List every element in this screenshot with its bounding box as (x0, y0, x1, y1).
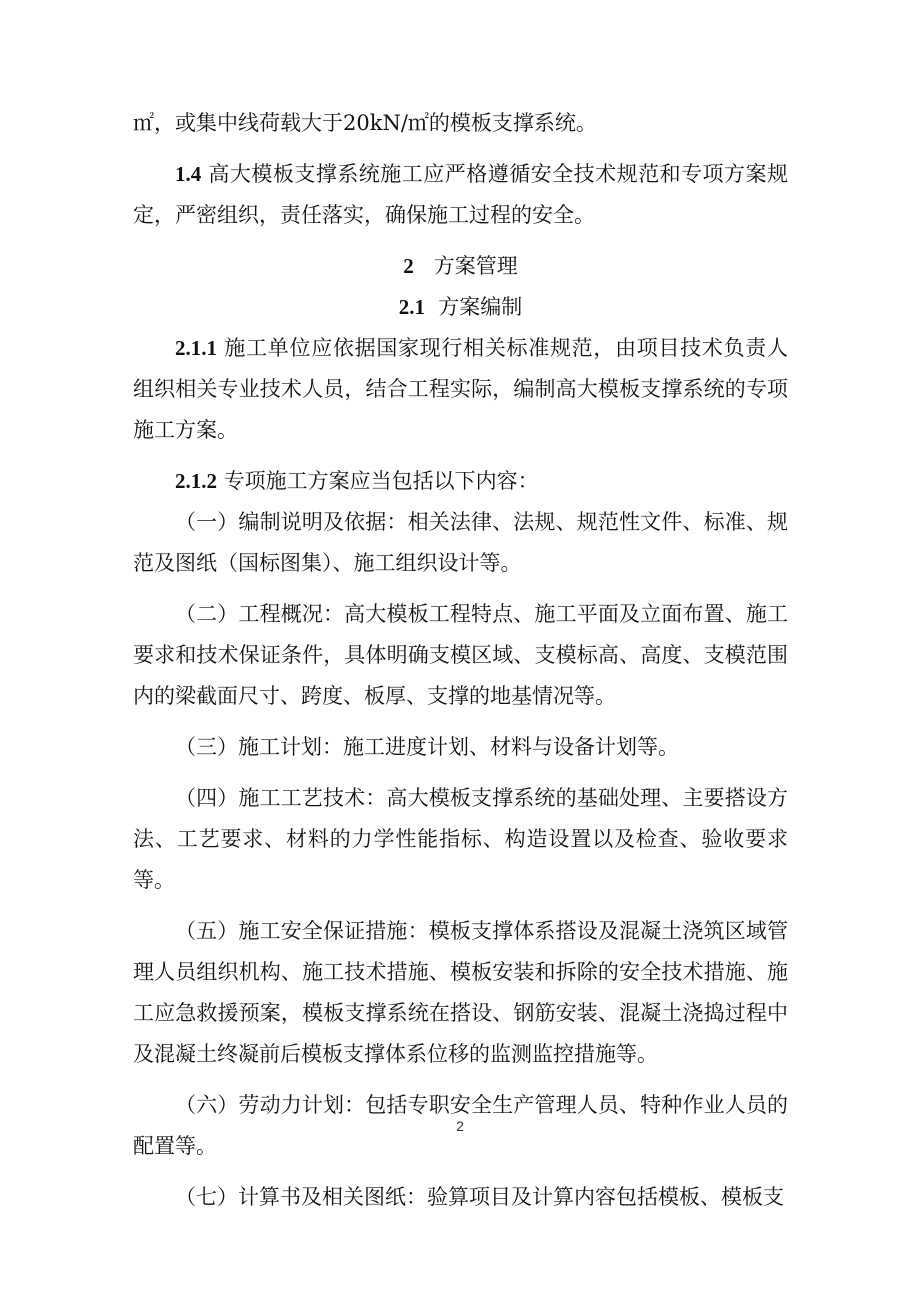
list-item-3: （三）施工计划：施工进度计划、材料与设备计划等。 (175, 735, 679, 759)
heading-text: 方案编制 (438, 295, 523, 319)
page-number: 2 (456, 1118, 464, 1134)
clause-text: 专项施工方案应当包括以下内容： (223, 469, 539, 493)
list-item-7: （七）计算书及相关图纸：验算项目及计算内容包括模板、模板支 (175, 1185, 784, 1209)
clause-number: 2.1.1 (175, 336, 217, 360)
heading-number: 2.1 (398, 295, 425, 319)
heading-2 (133, 246, 788, 287)
paragraph-2-1-1 (133, 328, 788, 451)
heading-number: 2 (403, 254, 414, 278)
heading-text: 方案管理 (433, 254, 518, 278)
paragraph-1-4 (133, 154, 788, 236)
list-item-4: （四）施工工艺技术：高大模板支撑系统的基础处理、主要搭设方法、工艺要求、材料的力学性能指标、构造设置以及检查、验收要求等。 (133, 786, 788, 892)
clause-text: 高大模板支撑系统施工应严格遵循安全技术规范和专项方案规定，严密组织，责任落实，确保施工过程的安全。 (133, 162, 788, 227)
clause-number: 1.4 (175, 162, 202, 186)
paragraph-2-1-2 (133, 461, 788, 502)
heading-2-1 (133, 287, 788, 328)
list-item-2: （二）工程概况：高大模板工程特点、施工平面及立面布置、施工要求和技术保证条件，具体明确支模区域、支模标高、高度、支模范围内的梁截面尺寸、跨度、板厚、支撑的地基情况等。 (133, 602, 788, 708)
list-item-5: （五）施工安全保证措施：模板支撑体系搭设及混凝土浇筑区域管理人员组织机构、施工技术措施、模板安装和拆除的安全技术措施、施工应急救援预案，模板支撑系统在搭设、钢筋安装、混凝土浇捣过程中及混凝土终凝前后模板支撑体系位移的监测监控措施等。 (133, 919, 788, 1066)
paragraph-continuation: ㎡，或集中线荷载大于20kN/㎡的模板支撑系统。 (133, 111, 597, 135)
clause-number: 2.1.2 (175, 469, 217, 493)
list-item-6: （六）劳动力计划：包括专职安全生产管理人员、特种作业人员的配置等。 (133, 1093, 788, 1158)
list-item-1: （一）编制说明及依据：相关法律、法规、规范性文件、标准、规范及图纸（国标图集）、施工组织设计等。 (133, 510, 788, 575)
body-text (133, 103, 788, 1218)
clause-text: 施工单位应依据国家现行相关标准规范，由项目技术负责人组织相关专业技术人员，结合工程实际，编制高大模板支撑系统的专项施工方案。 (133, 336, 788, 442)
